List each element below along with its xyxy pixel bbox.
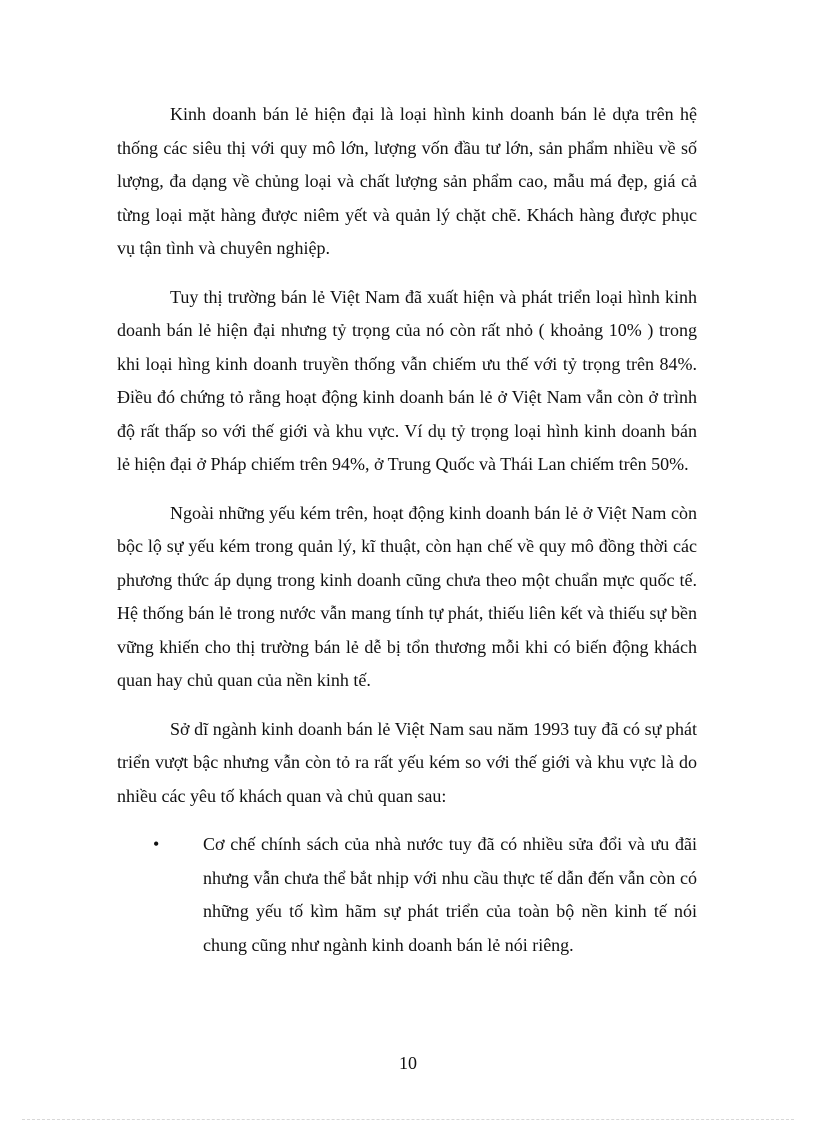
paragraph-modern-retail-definition: Kinh doanh bán lẻ hiện đại là loại hình kinh doanh bán lẻ dựa trên hệ thống các siêu thị với quy mô lớn, lượng vốn đầu tư lớn, sản phẩm nhiều về số lượng, đa dạng về chủng loại và chất lượng sản phẩm cao, mẫu má đẹp, giá cả từng loại mặt hàng được niêm yết và quản lý chặt chẽ. Khách hàng được phục vụ tận tình và chuyên nghiệp. <box>117 104 697 258</box>
page-bottom-divider <box>22 1119 794 1120</box>
paragraph-weaknesses: Ngoài những yếu kém trên, hoạt động kinh doanh bán lẻ ở Việt Nam còn bộc lộ sự yếu kém trong quản lý, kĩ thuật, còn hạn chế về quy mô đồng thời các phương thức áp dụng trong kinh doanh cũng chưa theo một chuẩn mực quốc tế. Hệ thống bán lẻ trong nước vẫn mang tính tự phát, thiếu liên kết và thiếu sự bền vững khiến cho thị trường bán lẻ dễ bị tổn thương mỗi khi có biến động khách quan hay chủ quan của nền kinh tế. <box>117 502 697 690</box>
bullet-item-policy <box>117 828 697 962</box>
bullet-text: Cơ chế chính sách của nhà nước tuy đã có nhiều sửa đổi và ưu đãi nhưng vẫn chưa thể bắt nhịp với nhu cầu thực tế dẫn đến vẫn còn có những yếu tố kìm hãm sự phát triển của toàn bộ nền kinh tế nói chung cũng như ngành kinh doanh bán lẻ nói riêng. <box>203 834 697 955</box>
paragraph-causes-intro: Sở dĩ ngành kinh doanh bán lẻ Việt Nam sau năm 1993 tuy đã có sự phát triển vượt bậc nhưng vẫn còn tỏ ra rất yếu kém so với thế giới và khu vực là do nhiều các yêu tố khách quan và chủ quan sau: <box>117 718 697 806</box>
bullet-icon: • <box>153 834 160 854</box>
paragraph-market-share: Tuy thị trường bán lẻ Việt Nam đã xuất hiện và phát triển loại hình kinh doanh bán lẻ hiện đại nhưng tỷ trọng của nó còn rất nhỏ ( khoảng 10% ) trong khi loại hìng kinh doanh truyền thống vẫn chiếm ưu thế với tỷ trọng trên 84%. Điều đó chứng tỏ rằng hoạt động kinh doanh bán lẻ ở Việt Nam vẫn còn ở trình độ rất thấp so với thế giới và khu vực. Ví dụ tỷ trọng loại hình kinh doanh bán lẻ hiện đại ở Pháp chiếm trên 94%, ở Trung Quốc và Thái Lan chiếm trên 50%. <box>117 286 697 474</box>
document-body <box>117 98 697 962</box>
page-number: 10 <box>399 1053 417 1073</box>
